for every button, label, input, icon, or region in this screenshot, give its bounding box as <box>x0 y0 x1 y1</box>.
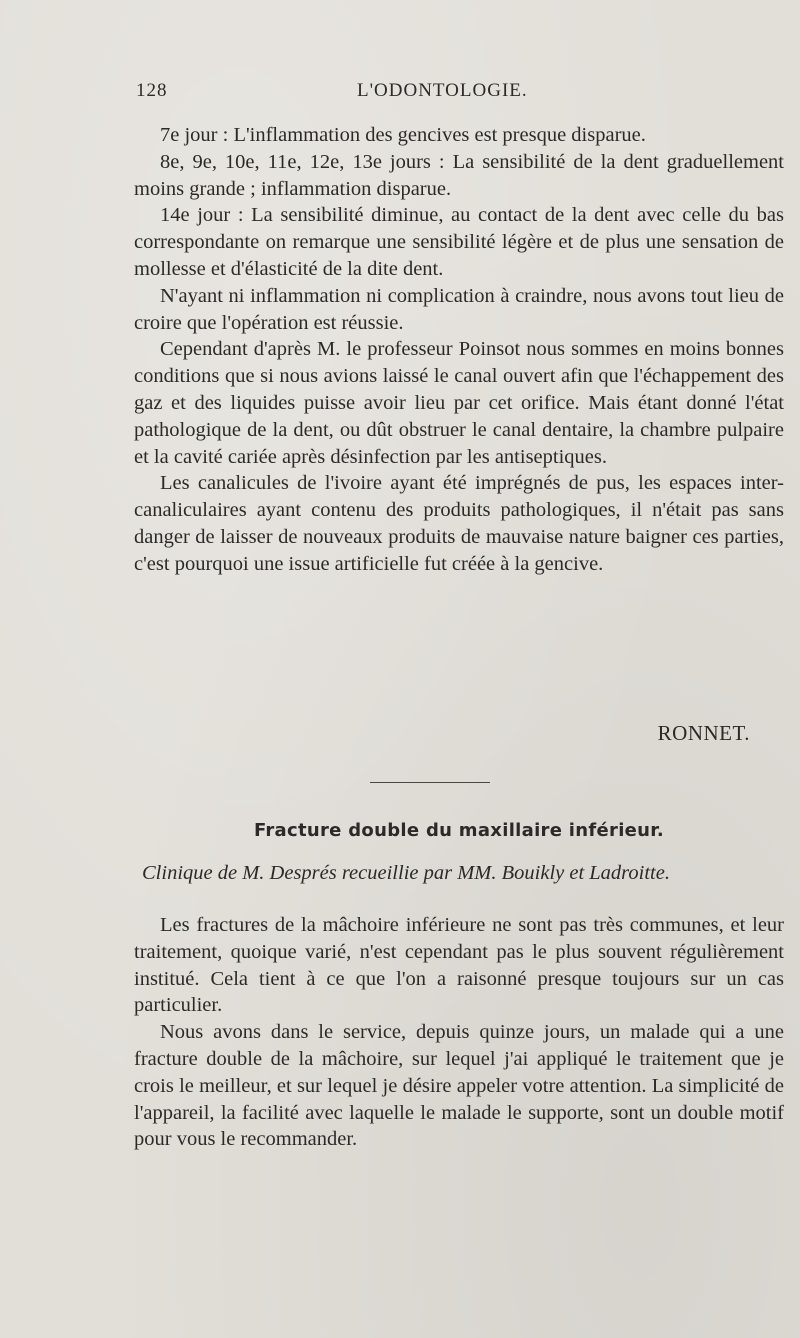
section-subtitle: Clinique de M. Després recueillie par MM. Bouikly et Ladroitte. <box>142 862 670 884</box>
section-title: Fracture double du maxillaire inférieur. <box>253 820 665 841</box>
running-title: L'ODONTOLOGIE. <box>357 80 528 101</box>
article-body-observation <box>134 122 784 578</box>
paragraph: N'ayant ni inflammation ni complication à craindre, nous avons tout lieu de croire que l'opération est réussie. <box>134 284 784 334</box>
section-divider <box>370 782 490 783</box>
paragraph: Les fractures de la mâchoire inférieure ne sont pas très communes, et leur traitement, quoique varié, n'est cependant pas le plus souvent régulièrement institué. Cela tient à ce que l'on a raisonné presque toujours sur un cas particulier. <box>134 914 784 1017</box>
paragraph: Nous avons dans le service, depuis quinze jours, un malade qui a une fracture double de la mâchoire, sur lequel j'ai appliqué le traitement que je crois le meilleur, et sur lequel je désire appeler votre attention. La simplicité de l'appareil, la facilité avec laquelle le malade le supporte, sont un double motif pour vous le recommander. <box>134 1021 784 1151</box>
paragraph: 14e jour : La sensibilité diminue, au contact de la dent avec celle du bas correspondante on remarque une sensibilité légère et de plus une sensation de mollesse et d'élasticité de la dite dent. <box>134 204 784 280</box>
page-header <box>132 80 792 110</box>
paragraph: 8e, 9e, 10e, 11e, 12e, 13e jours : La sensibilité de la dent graduellement moins grande ; inflammation disparue. <box>134 150 784 200</box>
paragraph: Cependant d'après M. le professeur Poinsot nous sommes en moins bonnes conditions que si nous avions laissé le canal ouvert afin que l'échappement des gaz et des liquides puisse avoir lieu par cet orifice. Mais étant donné l'état pathologique de la dent, ou dût obstruer le canal dentaire, la chambre pulpaire et la cavité cariée après désinfection par les antiseptiques. <box>134 338 784 468</box>
paragraph: 7e jour : L'inflammation des gencives est presque disparue. <box>160 124 646 146</box>
author-signature: RONNET. <box>657 721 750 745</box>
paragraph: Les canalicules de l'ivoire ayant été imprégnés de pus, les espaces inter-canaliculaires ayant contenu des produits pathologiques, il n'était pas sans danger de laisser de nouveaux produits de mauvaise nature baigner ces parties, c'est pourquoi une issue artificielle fut créée à la gencive. <box>134 472 784 575</box>
article-body-fracture <box>134 912 784 1153</box>
page-number: 128 <box>136 80 168 101</box>
